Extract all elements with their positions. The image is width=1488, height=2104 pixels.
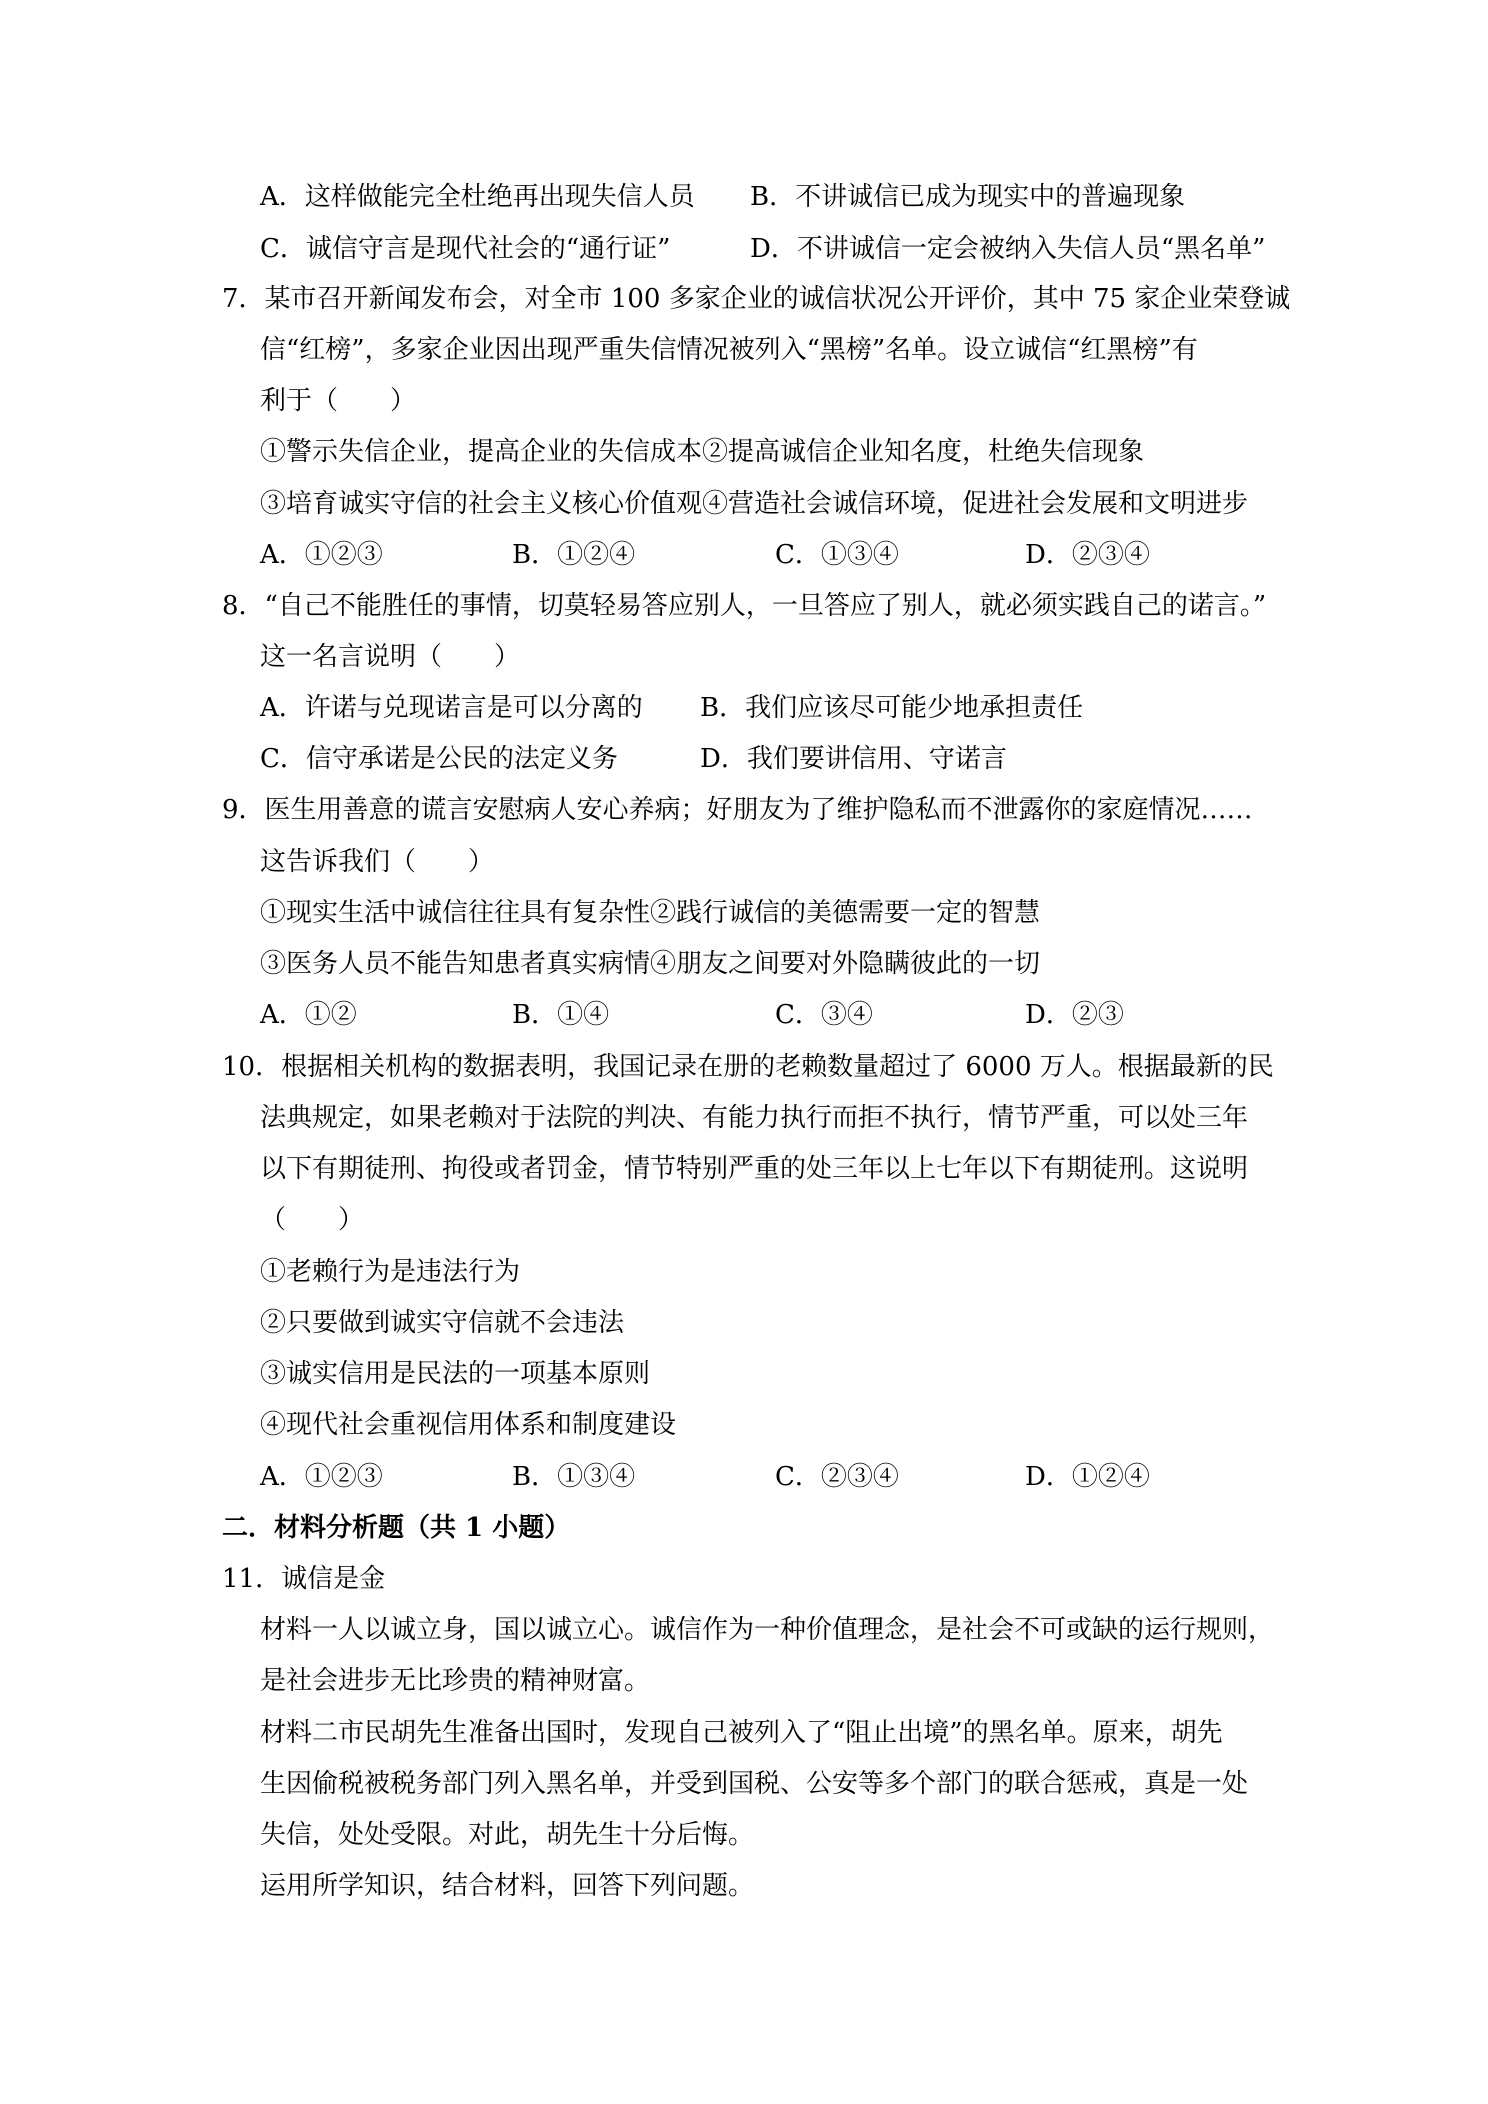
q9-items-line-1: ①现实生活中诚信往往具有复杂性②践行诚信的美德需要一定的智慧 — [260, 898, 1041, 928]
q9-option-b: B．①④ — [512, 1000, 610, 1030]
q7-option-b: B．①②④ — [512, 540, 636, 570]
q9-stem-line-2: 这告诉我们（ ） — [260, 847, 495, 877]
q7-stem-line-2: 信“红榜”，多家企业因出现严重失信情况被列入“黑榜”名单。设立诚信“红黑榜”有 — [260, 335, 1198, 365]
q11-title: 11．诚信是金 — [222, 1564, 386, 1594]
q10-option-c: C．②③④ — [775, 1462, 899, 1492]
q11-material-2-line-2: 生因偷税被税务部门列入黑名单，并受到国税、公安等多个部门的联合惩戒，真是一处 — [260, 1769, 1249, 1799]
q10-item-1: ①老赖行为是违法行为 — [260, 1257, 521, 1287]
q6-option-b: B．不讲诚信已成为现实中的普遍现象 — [750, 182, 1186, 212]
q8-stem-line-1: 8．“自己不能胜任的事情，切莫轻易答应别人，一旦答应了别人，就必须实践自己的诺言。” — [222, 591, 1267, 621]
q10-option-d: D．①②④ — [1025, 1462, 1150, 1492]
q9-option-d: D．②③ — [1025, 1000, 1124, 1030]
q11-material-2-line-3: 失信，处处受限。对此，胡先生十分后悔。 — [260, 1820, 755, 1850]
q6-option-c: C．诚信守言是现代社会的“通行证” — [260, 234, 671, 264]
q6-option-a: A．这样做能完全杜绝再出现失信人员 — [260, 182, 695, 212]
q7-option-d: D．②③④ — [1025, 540, 1150, 570]
q11-instruction: 运用所学知识，结合材料，回答下列问题。 — [260, 1871, 755, 1901]
q9-items-line-2: ③医务人员不能告知患者真实病情④朋友之间要对外隐瞒彼此的一切 — [260, 949, 1041, 979]
q7-option-a: A．①②③ — [260, 540, 383, 570]
q7-stem-line-1: 7．某市召开新闻发布会，对全市 100 多家企业的诚信状况公开评价，其中 75 家企业荣登诚 — [222, 284, 1291, 314]
q6-option-d: D．不讲诚信一定会被纳入失信人员“黑名单” — [750, 234, 1266, 264]
q10-option-a: A．①②③ — [260, 1462, 383, 1492]
q10-item-2: ②只要做到诚实守信就不会违法 — [260, 1308, 625, 1338]
q11-material-1-line-2: 是社会进步无比珍贵的精神财富。 — [260, 1666, 651, 1696]
q10-stem-line-3: 以下有期徒刑、拘役或者罚金，情节特别严重的处三年以上七年以下有期徒刑。这说明 — [260, 1154, 1249, 1184]
q7-option-c: C．①③④ — [775, 540, 899, 570]
q8-option-d: D．我们要讲信用、守诺言 — [700, 744, 1007, 774]
q10-item-3: ③诚实信用是民法的一项基本原则 — [260, 1359, 651, 1389]
q9-stem-line-1: 9．医生用善意的谎言安慰病人安心养病；好朋友为了维护隐私而不泄露你的家庭情况…… — [222, 795, 1253, 825]
q8-option-b: B．我们应该尽可能少地承担责任 — [700, 693, 1084, 723]
q11-material-2-line-1: 材料二市民胡先生准备出国时，发现自己被列入了“阻止出境”的黑名单。原来，胡先 — [260, 1718, 1223, 1748]
q8-option-a: A．许诺与兑现诺言是可以分离的 — [260, 693, 643, 723]
q10-stem-line-1: 10．根据相关机构的数据表明，我国记录在册的老赖数量超过了 6000 万人。根据最新的民 — [222, 1052, 1274, 1082]
q10-stem-line-2: 法典规定，如果老赖对于法院的判决、有能力执行而拒不执行，情节严重，可以处三年 — [260, 1103, 1249, 1133]
q10-option-b: B．①③④ — [512, 1462, 636, 1492]
q9-option-c: C．③④ — [775, 1000, 873, 1030]
q8-option-c: C．信守承诺是公民的法定义务 — [260, 744, 618, 774]
q9-option-a: A．①② — [260, 1000, 357, 1030]
q11-material-1-line-1: 材料一人以诚立身，国以诚立心。诚信作为一种价值理念，是社会不可或缺的运行规则， — [260, 1615, 1275, 1645]
q7-items-line-2: ③培育诚实守信的社会主义核心价值观④营造社会诚信环境，促进社会发展和文明进步 — [260, 489, 1249, 519]
q10-item-4: ④现代社会重视信用体系和制度建设 — [260, 1410, 677, 1440]
q10-stem-line-4: （ ） — [260, 1205, 365, 1235]
q7-items-line-1: ①警示失信企业，提高企业的失信成本②提高诚信企业知名度，杜绝失信现象 — [260, 437, 1145, 467]
q7-stem-line-3: 利于（ ） — [260, 386, 417, 416]
section-heading: 二．材料分析题（共 1 小题） — [222, 1513, 571, 1543]
q8-stem-line-2: 这一名言说明（ ） — [260, 642, 521, 672]
